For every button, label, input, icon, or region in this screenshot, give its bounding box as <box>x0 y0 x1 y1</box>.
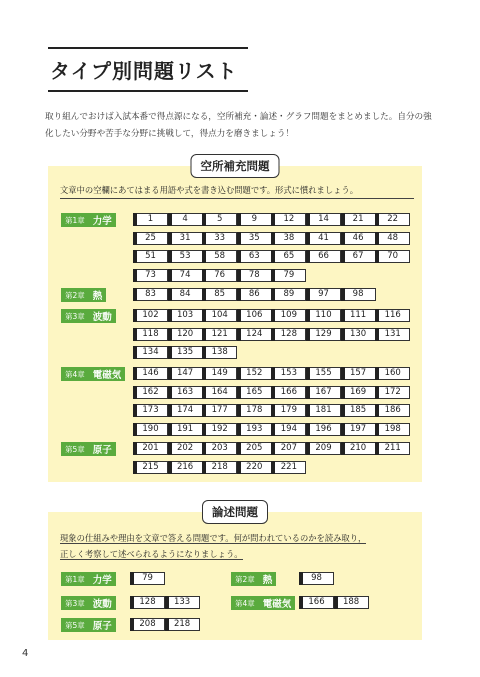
problem-number[interactable]: 138 <box>202 346 237 359</box>
problem-number[interactable]: 188 <box>334 596 369 609</box>
problem-number[interactable]: 216 <box>168 461 203 474</box>
problem-number[interactable]: 21 <box>341 213 376 226</box>
chapter-name: 熱 <box>92 291 103 302</box>
problem-number[interactable]: 79 <box>271 269 306 282</box>
essay-title: 論述問題 <box>202 500 268 524</box>
problem-number[interactable]: 157 <box>341 367 376 380</box>
problem-number[interactable]: 198 <box>375 423 410 436</box>
chapter-name: 力学 <box>92 575 112 586</box>
page-number: 4 <box>22 648 29 659</box>
problem-number[interactable]: 177 <box>202 404 237 417</box>
chapter-tag <box>61 288 106 302</box>
problem-number[interactable]: 134 <box>133 346 168 359</box>
chapter-tag <box>231 572 276 586</box>
chapter-number: 第5章 <box>65 444 85 454</box>
chapter-name: 波動 <box>92 312 112 323</box>
chapter-number: 第4章 <box>65 369 85 379</box>
problem-number[interactable]: 179 <box>271 404 306 417</box>
problem-number[interactable]: 9 <box>237 213 272 226</box>
problem-number[interactable]: 181 <box>306 404 341 417</box>
problem-number[interactable]: 166 <box>271 386 306 399</box>
problem-number[interactable]: 35 <box>237 232 272 245</box>
problem-number[interactable]: 31 <box>168 232 203 245</box>
problem-number[interactable]: 38 <box>271 232 306 245</box>
chapter-tag <box>61 309 116 323</box>
problem-number[interactable]: 211 <box>375 442 410 455</box>
essay-chapter-4 <box>231 596 295 610</box>
chapter-number: 第2章 <box>65 290 85 300</box>
problem-number[interactable]: 41 <box>306 232 341 245</box>
essay-chapter-5 <box>61 618 116 632</box>
problem-number[interactable]: 201 <box>133 442 168 455</box>
page-title: タイプ別問題リスト <box>50 59 238 83</box>
chapter-tag <box>61 367 125 381</box>
chapter-number: 第2章 <box>235 574 255 584</box>
problem-number[interactable]: 74 <box>168 269 203 282</box>
problem-number[interactable]: 133 <box>165 596 200 609</box>
problem-number[interactable]: 51 <box>133 250 168 263</box>
problem-number[interactable]: 218 <box>165 618 200 631</box>
problem-number[interactable]: 22 <box>375 213 410 226</box>
problem-number[interactable]: 128 <box>130 596 165 609</box>
problem-number[interactable]: 120 <box>168 328 203 341</box>
fill-in-blank-chapter-3 <box>61 309 116 323</box>
essay-chapter-1 <box>61 572 116 586</box>
chapter-tag <box>61 213 116 227</box>
title-bottom-rule <box>48 90 248 92</box>
essay-lead-line1: 現象の仕組みや理由を文章で答える問題です。何が問われているのかを読み取り， <box>60 533 367 543</box>
problem-number[interactable]: 98 <box>299 572 334 585</box>
problem-number[interactable]: 210 <box>341 442 376 455</box>
problem-number[interactable]: 76 <box>202 269 237 282</box>
problem-number[interactable]: 63 <box>237 250 272 263</box>
problem-number[interactable]: 73 <box>133 269 168 282</box>
problem-number[interactable]: 129 <box>306 328 341 341</box>
problem-number[interactable]: 172 <box>375 386 410 399</box>
chapter-name: 原子 <box>92 445 112 456</box>
problem-number[interactable]: 146 <box>133 367 168 380</box>
problem-number[interactable]: 103 <box>168 309 203 322</box>
fill-in-blank-lead: 文章中の空欄にあてはまる用語や式を書き込む問題です。形式に慣れましょう。 <box>60 183 414 199</box>
fill-in-blank-chapter-1 <box>61 213 116 227</box>
problem-number[interactable]: 197 <box>341 423 376 436</box>
problem-number[interactable]: 165 <box>237 386 272 399</box>
problem-number[interactable]: 79 <box>130 572 165 585</box>
problem-number[interactable]: 102 <box>133 309 168 322</box>
problem-number[interactable]: 58 <box>202 250 237 263</box>
problem-number[interactable]: 130 <box>341 328 376 341</box>
chapter-tag <box>61 618 116 632</box>
problem-number[interactable]: 70 <box>375 250 410 263</box>
problem-number[interactable]: 169 <box>341 386 376 399</box>
problem-number[interactable]: 66 <box>306 250 341 263</box>
chapter-number: 第3章 <box>65 598 85 608</box>
chapter-number: 第1章 <box>65 574 85 584</box>
problem-number[interactable]: 167 <box>306 386 341 399</box>
problem-number[interactable]: 185 <box>341 404 376 417</box>
problem-number[interactable]: 83 <box>133 288 168 301</box>
problem-number[interactable]: 208 <box>130 618 165 631</box>
problem-number[interactable]: 86 <box>237 288 272 301</box>
chapter-name: 電磁気 <box>262 599 292 610</box>
problem-number[interactable]: 1 <box>133 213 168 226</box>
chapter-number: 第4章 <box>235 598 255 608</box>
problem-number[interactable]: 155 <box>306 367 341 380</box>
chapter-tag <box>61 572 116 586</box>
problem-number[interactable]: 152 <box>237 367 272 380</box>
problem-number[interactable]: 202 <box>168 442 203 455</box>
problem-number[interactable]: 78 <box>237 269 272 282</box>
problem-number[interactable]: 178 <box>237 404 272 417</box>
problem-number[interactable]: 190 <box>133 423 168 436</box>
problem-number[interactable]: 160 <box>375 367 410 380</box>
chapter-name: 波動 <box>92 599 112 610</box>
problem-number[interactable]: 147 <box>168 367 203 380</box>
chapter-tag <box>231 596 295 610</box>
problem-number[interactable]: 221 <box>271 461 306 474</box>
fill-in-blank-chapter-2 <box>61 288 106 302</box>
fill-in-blank-chapter-5 <box>61 442 116 456</box>
problem-number[interactable]: 220 <box>237 461 272 474</box>
problem-number[interactable]: 25 <box>133 232 168 245</box>
chapter-name: 力学 <box>92 216 112 227</box>
problem-number[interactable]: 124 <box>237 328 272 341</box>
chapter-name: 熱 <box>262 575 273 586</box>
page-title-block <box>48 47 248 92</box>
fill-in-blank-panel <box>48 159 422 482</box>
problem-number[interactable]: 5 <box>202 213 237 226</box>
problem-number[interactable]: 174 <box>168 404 203 417</box>
problem-number[interactable]: 12 <box>271 213 306 226</box>
chapter-tag <box>61 442 116 456</box>
problem-number[interactable]: 4 <box>168 213 203 226</box>
chapter-name: 原子 <box>92 621 112 632</box>
problem-number[interactable]: 193 <box>237 423 272 436</box>
problem-number[interactable]: 166 <box>299 596 334 609</box>
essay-panel <box>48 505 422 640</box>
problem-number[interactable]: 196 <box>306 423 341 436</box>
essay-chapter-2 <box>231 572 276 586</box>
problem-number[interactable]: 111 <box>341 309 376 322</box>
problem-number[interactable]: 109 <box>271 309 306 322</box>
problem-number[interactable]: 98 <box>341 288 376 301</box>
problem-number[interactable]: 131 <box>375 328 410 341</box>
problem-number[interactable]: 163 <box>168 386 203 399</box>
problem-number[interactable]: 173 <box>133 404 168 417</box>
problem-number[interactable]: 164 <box>202 386 237 399</box>
problem-number[interactable]: 194 <box>271 423 306 436</box>
problem-number[interactable]: 218 <box>202 461 237 474</box>
problem-number[interactable]: 110 <box>306 309 341 322</box>
problem-number[interactable]: 84 <box>168 288 203 301</box>
problem-number[interactable]: 85 <box>202 288 237 301</box>
chapter-tag <box>61 596 116 610</box>
chapter-number: 第3章 <box>65 311 85 321</box>
problem-number[interactable]: 207 <box>271 442 306 455</box>
chapter-number: 第5章 <box>65 620 85 630</box>
problem-number[interactable]: 203 <box>202 442 237 455</box>
problem-number[interactable]: 65 <box>271 250 306 263</box>
fill-in-blank-title: 空所補充問題 <box>191 154 280 178</box>
problem-number[interactable]: 153 <box>271 367 306 380</box>
problem-number[interactable]: 53 <box>168 250 203 263</box>
problem-number[interactable]: 215 <box>133 461 168 474</box>
problem-number[interactable]: 135 <box>168 346 203 359</box>
problem-number[interactable]: 33 <box>202 232 237 245</box>
problem-number[interactable]: 116 <box>375 309 410 322</box>
problem-number[interactable]: 209 <box>306 442 341 455</box>
essay-chapter-3 <box>61 596 116 610</box>
problem-number[interactable]: 89 <box>271 288 306 301</box>
problem-number[interactable]: 118 <box>133 328 168 341</box>
problem-number[interactable]: 162 <box>133 386 168 399</box>
problem-number[interactable]: 97 <box>306 288 341 301</box>
essay-lead-line2: 正しく考察して述べられるようになりましょう。 <box>60 549 243 559</box>
problem-number[interactable]: 14 <box>306 213 341 226</box>
essay-lead <box>60 530 414 563</box>
chapter-number: 第1章 <box>65 215 85 225</box>
problem-number[interactable]: 121 <box>202 328 237 341</box>
problem-number[interactable]: 128 <box>271 328 306 341</box>
problem-number[interactable]: 48 <box>375 232 410 245</box>
problem-number[interactable]: 46 <box>341 232 376 245</box>
intro-text: 取り組んでおけば入試本番で得点源になる，空所補充・論述・グラフ問題をまとめました。自分の強化したい分野や苦手な分野に挑戦して，得点力を磨きましょう！ <box>45 112 432 139</box>
problem-number[interactable]: 67 <box>341 250 376 263</box>
problem-number[interactable]: 186 <box>375 404 410 417</box>
problem-number[interactable]: 192 <box>202 423 237 436</box>
problem-number[interactable]: 205 <box>237 442 272 455</box>
problem-number[interactable]: 104 <box>202 309 237 322</box>
problem-number[interactable]: 149 <box>202 367 237 380</box>
problem-number[interactable]: 191 <box>168 423 203 436</box>
chapter-name: 電磁気 <box>92 370 122 381</box>
fill-in-blank-chapter-4 <box>61 367 125 381</box>
problem-number[interactable]: 106 <box>237 309 272 322</box>
